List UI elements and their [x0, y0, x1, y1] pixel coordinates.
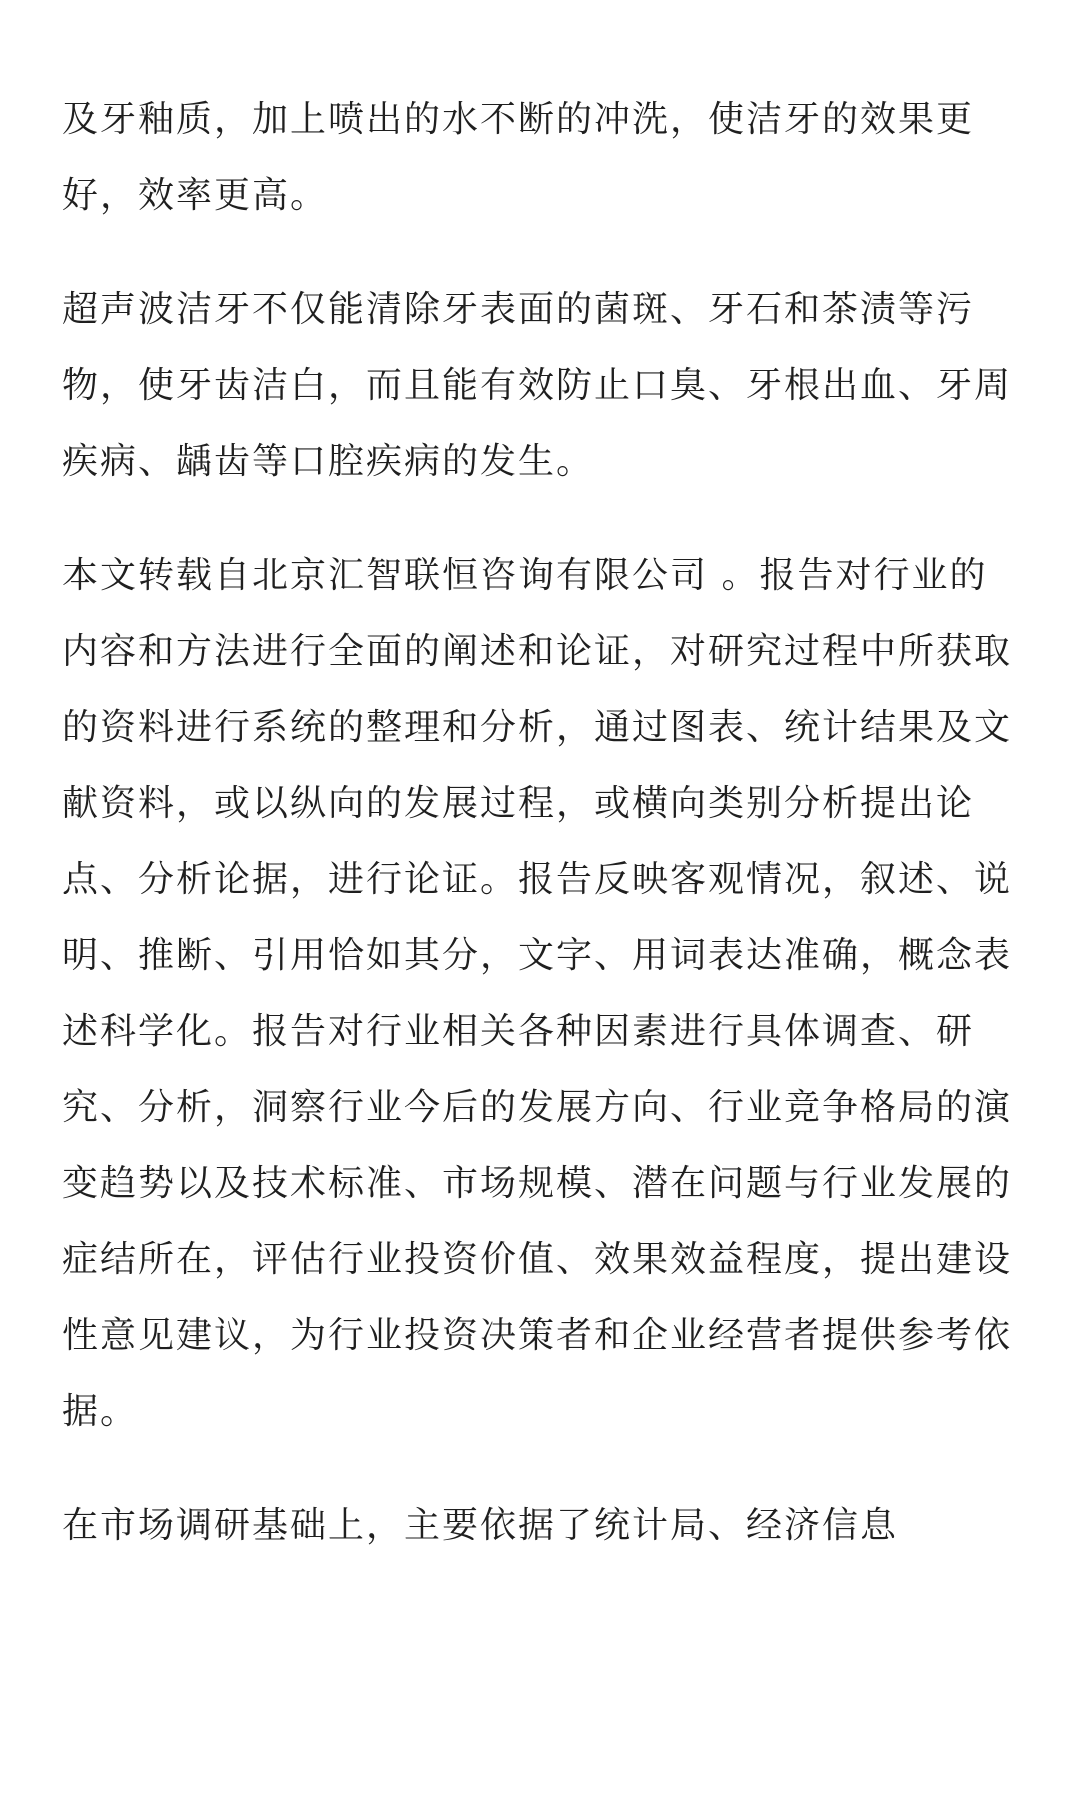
paragraph-market-research: 在市场调研基础上，主要依据了统计局、经济信息: [62, 1505, 899, 1546]
paragraph-cleaning-effect: 及牙釉质，加上喷出的水不断的冲洗，使洁牙的效果更好，效率更高。: [62, 99, 975, 216]
paragraph-ultrasonic-benefits: 超声波洁牙不仅能清除牙表面的菌斑、牙石和茶渍等污物，使牙齿洁白，而且能有效防止口臭、牙根出血、牙周疾病、龋齿等口腔疾病的发生。: [62, 289, 1013, 482]
paragraph-report-source: 本文转载自北京汇智联恒咨询有限公司 。报告对行业的内容和方法进行全面的阐述和论证，对研究过程中所获取的资料进行系统的整理和分析，通过图表、统计结果及文献资料，或以纵向的发展过程，或横向类别分析提出论点、分析论据，进行论证。报告反映客观情况，叙述、说明、推断、引用恰如其分，文字、用词表达准确，概念表述科学化。报告对行业相关各种因素进行具体调查、研究、分析，洞察行业今后的发展方向、行业竞争格局的演变趋势以及技术标准、市场规模、潜在问题与行业发展的症结所在，评估行业投资价值、效果效益程度，提出建设性意见建议，为行业投资决策者和企业经营者提供参考依据。: [62, 555, 1013, 1432]
